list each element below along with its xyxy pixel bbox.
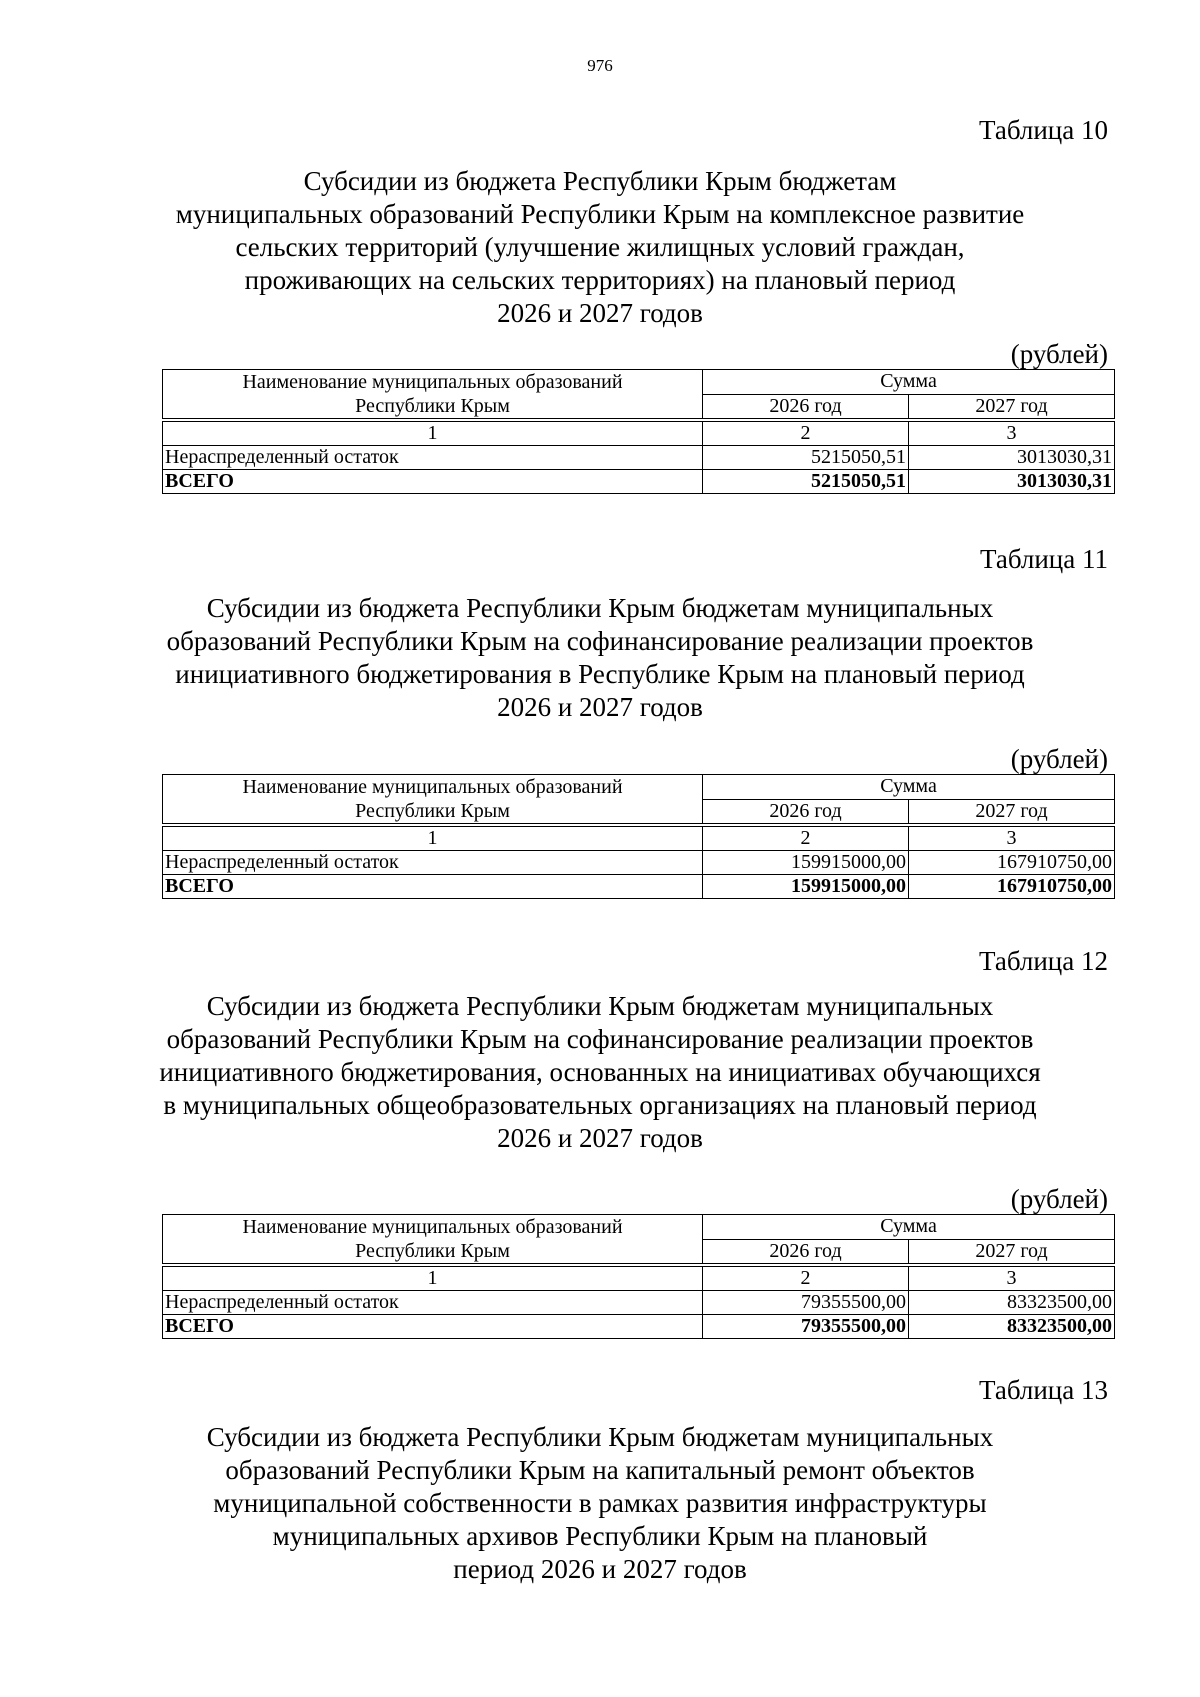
table-13-label: Таблица 13: [979, 1375, 1108, 1405]
table-10: [162, 369, 1115, 494]
total-row: [163, 875, 1115, 899]
row-2027: 83323500,00: [909, 1291, 1115, 1315]
row-2027: 167910750,00: [909, 851, 1115, 875]
title-line: Субсидии из бюджета Республики Крым бюджетам муниципальных: [206, 1422, 994, 1452]
table-12-title: [140, 990, 1060, 1155]
table-12-label: Таблица 12: [979, 946, 1108, 976]
title-line: Субсидии из бюджета Республики Крым бюджетам муниципальных: [206, 991, 994, 1021]
page-number: 976: [587, 56, 613, 75]
total-2027: 167910750,00: [909, 875, 1115, 899]
row-2026: 79355500,00: [703, 1291, 909, 1315]
header-sum: Сумма: [703, 775, 1115, 800]
table-11-title: [140, 592, 1060, 724]
unit-label: (рублей): [1010, 744, 1108, 774]
header-name-line: Наименование муниципальных образований: [242, 776, 623, 798]
total-2026: 5215050,51: [703, 470, 909, 494]
row-2026: 5215050,51: [703, 446, 909, 470]
col-number-1: 1: [163, 1267, 703, 1291]
row-name: Нераспределенный остаток: [163, 1291, 703, 1315]
title-line: инициативного бюджетирования в Республике Крым на плановый период: [175, 659, 1025, 689]
total-name: ВСЕГО: [163, 1315, 703, 1339]
row-2027: 3013030,31: [909, 446, 1115, 470]
row-2026: 159915000,00: [703, 851, 909, 875]
header-2027: 2027 год: [909, 799, 1115, 824]
header-name: [163, 1215, 703, 1264]
title-line: период 2026 и 2027 годов: [453, 1554, 747, 1584]
col-number-1: 1: [163, 827, 703, 851]
title-line: Субсидии из бюджета Республики Крым бюджетам: [303, 166, 897, 196]
header-2026: 2026 год: [703, 394, 909, 419]
total-name: ВСЕГО: [163, 875, 703, 899]
col-number-2: 2: [703, 1267, 909, 1291]
header-2027: 2027 год: [909, 394, 1115, 419]
table-row: [163, 446, 1115, 470]
table-11-label: Таблица 11: [980, 544, 1108, 574]
col-number-3: 3: [909, 827, 1115, 851]
table-10-title: [140, 165, 1060, 330]
total-2027: 3013030,31: [909, 470, 1115, 494]
col-number-2: 2: [703, 827, 909, 851]
header-name: [163, 775, 703, 824]
row-name: Нераспределенный остаток: [163, 851, 703, 875]
table-12: [162, 1214, 1115, 1339]
total-row: [163, 1315, 1115, 1339]
title-line: сельских территорий (улучшение жилищных условий граждан,: [235, 232, 965, 262]
header-2027: 2027 год: [909, 1239, 1115, 1264]
title-line: проживающих на сельских территориях) на плановый период: [244, 265, 956, 295]
unit-label: (рублей): [1010, 339, 1108, 369]
total-name: ВСЕГО: [163, 470, 703, 494]
unit-label: (рублей): [1010, 1184, 1108, 1214]
table-row: [163, 1291, 1115, 1315]
header-sum: Сумма: [703, 1215, 1115, 1240]
table-13-title: [140, 1421, 1060, 1586]
header-name-line: Республики Крым: [355, 1240, 510, 1262]
col-number-3: 3: [909, 1267, 1115, 1291]
title-line: 2026 и 2027 годов: [497, 298, 703, 328]
title-line: образований Республики Крым на софинансирование реализации проектов: [166, 1024, 1034, 1054]
header-name-line: Республики Крым: [355, 800, 510, 822]
col-number-2: 2: [703, 422, 909, 446]
header-name-line: Наименование муниципальных образований: [242, 371, 623, 393]
total-2027: 83323500,00: [909, 1315, 1115, 1339]
title-line: инициативного бюджетирования, основанных на инициативах обучающихся: [159, 1057, 1041, 1087]
title-line: муниципальных архивов Республики Крым на плановый: [272, 1521, 928, 1551]
col-number-1: 1: [163, 422, 703, 446]
table-10-label: Таблица 10: [979, 115, 1108, 145]
title-line: муниципальных образований Республики Крым на комплексное развитие: [175, 199, 1025, 229]
total-2026: 159915000,00: [703, 875, 909, 899]
title-line: 2026 и 2027 годов: [497, 692, 703, 722]
title-line: Субсидии из бюджета Республики Крым бюджетам муниципальных: [206, 593, 994, 623]
col-number-3: 3: [909, 422, 1115, 446]
title-line: муниципальной собственности в рамках развития инфраструктуры: [213, 1488, 987, 1518]
header-2026: 2026 год: [703, 799, 909, 824]
row-name: Нераспределенный остаток: [163, 446, 703, 470]
title-line: образований Республики Крым на капитальный ремонт объектов: [225, 1455, 975, 1485]
total-2026: 79355500,00: [703, 1315, 909, 1339]
header-name-line: Республики Крым: [355, 395, 510, 417]
header-name: [163, 370, 703, 419]
table-11: [162, 774, 1115, 899]
table-row: [163, 851, 1115, 875]
total-row: [163, 470, 1115, 494]
title-line: 2026 и 2027 годов: [497, 1123, 703, 1153]
header-name-line: Наименование муниципальных образований: [242, 1216, 623, 1238]
header-sum: Сумма: [703, 370, 1115, 395]
header-2026: 2026 год: [703, 1239, 909, 1264]
title-line: в муниципальных общеобразовательных организациях на плановый период: [163, 1090, 1037, 1120]
title-line: образований Республики Крым на софинансирование реализации проектов: [166, 626, 1034, 656]
